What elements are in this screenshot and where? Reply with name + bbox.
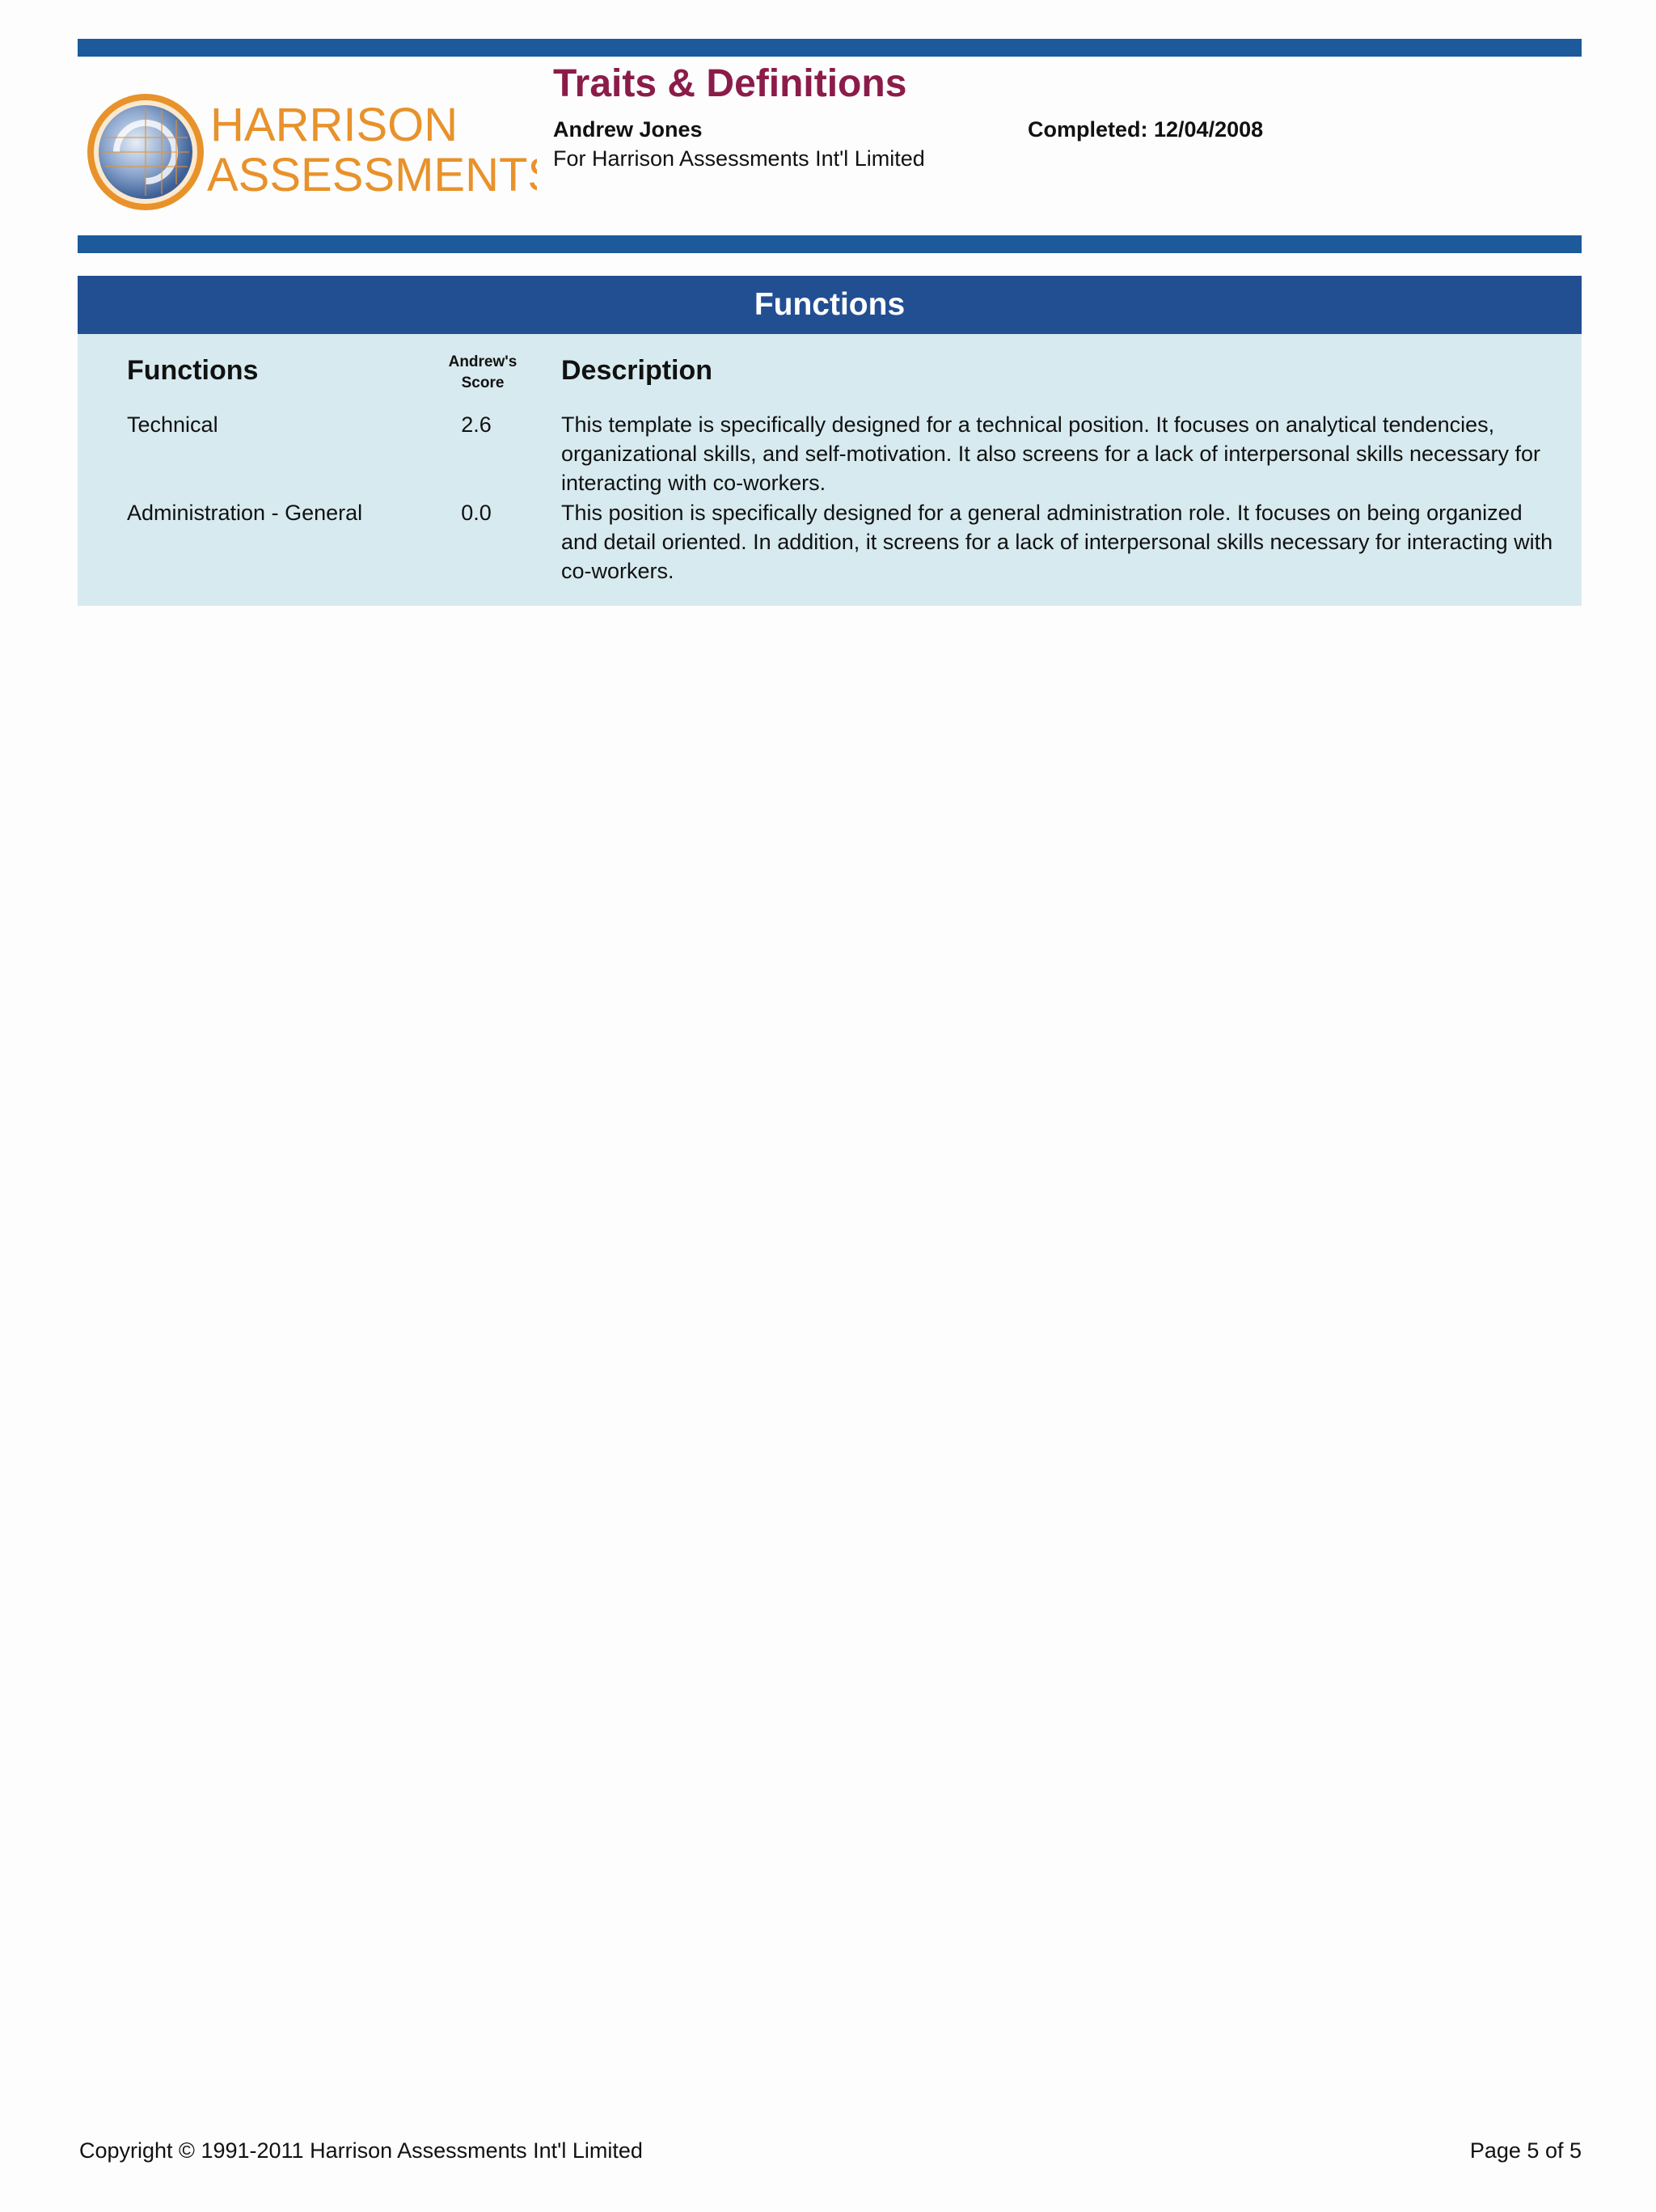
page-number: Page 5 of 5 (1469, 2138, 1582, 2163)
function-description: This position is specifically designed for a general administration role. It focuses on being organized and detail oriented. In addition, it screens for a lack of interpersonal skills necessary for interacting with co-workers. (561, 501, 1553, 583)
company-name: For Harrison Assessments Int'l Limited (553, 146, 925, 171)
function-score: 2.6 (461, 412, 492, 437)
logo-text-line1: HARRISON (210, 99, 458, 151)
copyright-text: Copyright © 1991-2011 Harrison Assessments Int'l Limited (79, 2138, 643, 2163)
column-header-description: Description (561, 355, 713, 386)
page-title: Traits & Definitions (553, 62, 907, 105)
column-header-score (433, 352, 532, 394)
score-header-line1: Andrew's (448, 353, 518, 370)
top-accent-bar (78, 39, 1582, 57)
logo-text-line2: ASSESSMENTS (207, 149, 537, 201)
harrison-logo (84, 91, 537, 217)
column-header-function: Functions (127, 355, 259, 386)
function-name: Technical (127, 412, 218, 437)
function-name: Administration - General (127, 501, 363, 525)
functions-table (78, 334, 1582, 606)
completed-date: Completed: 12/04/2008 (1028, 117, 1264, 142)
score-header-line2: Score (461, 374, 505, 391)
candidate-name: Andrew Jones (553, 117, 703, 142)
function-description: This template is specifically designed for a technical position. It focuses on analytical tendencies, organizational skills, and self-motivation. It also screens for a lack of interpersonal skills necessary for interacting with co-workers. (561, 412, 1541, 495)
bottom-accent-bar (78, 235, 1582, 253)
function-score: 0.0 (461, 501, 492, 525)
section-title: Functions (78, 276, 1582, 334)
